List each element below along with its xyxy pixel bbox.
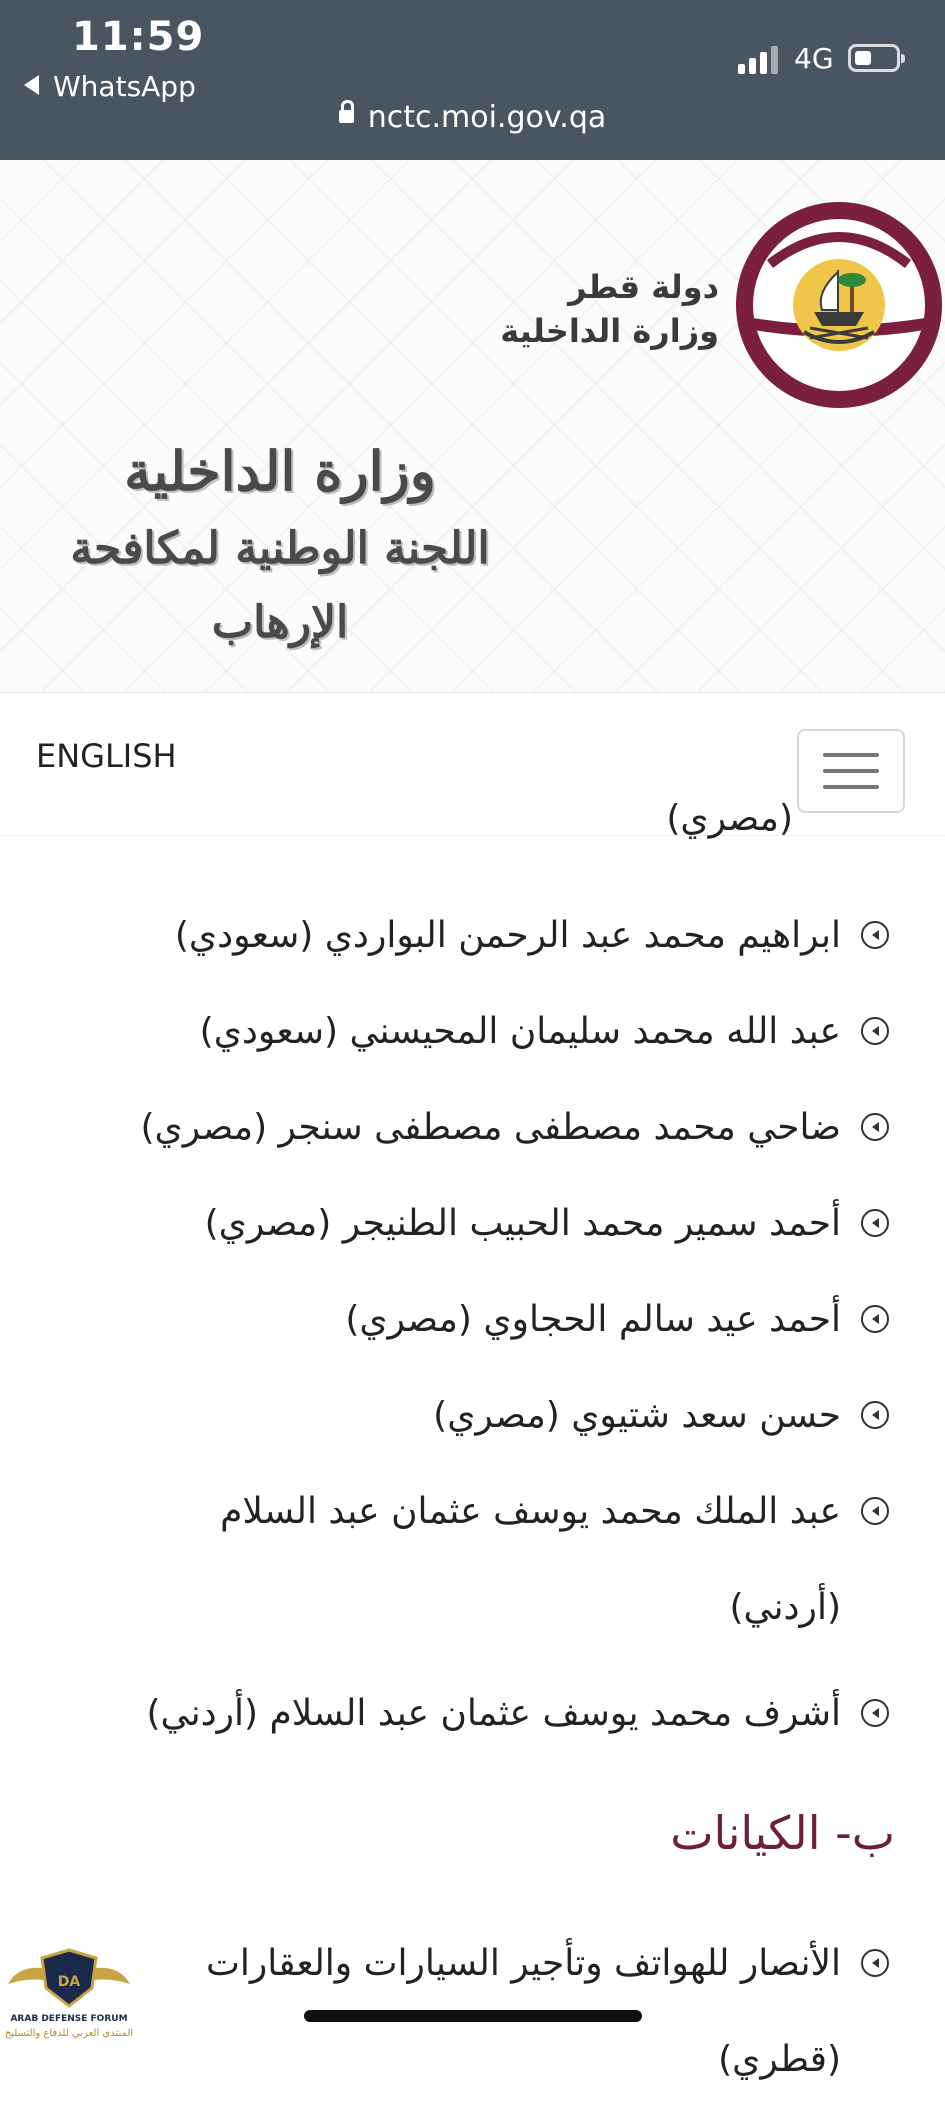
list-item: أحمد سمير محمد الحبيب الطنيجر (مصري)	[61, 1176, 841, 1272]
list-item: حسن سعد شتيوي (مصري)	[61, 1368, 841, 1464]
language-switch-link[interactable]: ENGLISH	[36, 737, 177, 775]
network-type: 4G	[794, 42, 834, 75]
list-item: أشرف محمد يوسف عثمان عبد السلام (أردني)	[61, 1666, 841, 1762]
watermark-text-ar: المنتدى العربي للدفاع والتسليح	[4, 2028, 134, 2039]
forum-watermark-logo	[4, 1944, 134, 2044]
circle-arrow-icon	[861, 1401, 889, 1429]
list-item: الأنصار للهواتف وتأجير السيارات والعقارات (قطري)	[141, 1916, 841, 2108]
list-item: عبد الله محمد سليمان المحيسني (سعودي)	[61, 984, 841, 1080]
individuals-list	[61, 888, 841, 1762]
back-arrow-icon	[24, 75, 39, 95]
circle-arrow-icon	[861, 1699, 889, 1727]
battery-icon	[848, 44, 900, 72]
circle-arrow-icon	[861, 1305, 889, 1333]
home-indicator[interactable]	[304, 2010, 642, 2022]
menu-toggle-button[interactable]	[797, 729, 905, 813]
circle-arrow-icon	[861, 1113, 889, 1141]
hamburger-icon	[823, 753, 879, 757]
circle-arrow-icon	[861, 1497, 889, 1525]
signal-icon	[738, 44, 782, 74]
state-name-line: دولة قطر	[568, 268, 719, 306]
site-header	[0, 160, 945, 693]
watermark-text-en: ARAB DEFENSE FORUM	[10, 2014, 128, 2024]
list-item: أحمد عيد سالم الحجاوي (مصري)	[61, 1272, 841, 1368]
status-time: 11:59	[72, 14, 205, 60]
main-content	[0, 798, 945, 2080]
state-ministry-name	[459, 265, 719, 353]
status-bar	[0, 0, 945, 160]
list-item: ضاحي محمد مصطفى مصطفى سنجر (مصري)	[61, 1080, 841, 1176]
back-app-label: WhatsApp	[53, 70, 196, 103]
qatar-emblem-logo[interactable]	[734, 200, 944, 410]
shield-wings-icon	[4, 1944, 134, 2014]
address-bar[interactable]	[0, 100, 945, 135]
section-b-title: ب- الكيانات	[670, 1806, 895, 1860]
back-to-app-link[interactable]	[24, 70, 196, 103]
ministry-name-line: وزارة الداخلية	[500, 312, 719, 350]
calligraphy-ministry: وزارة الداخلية	[124, 439, 436, 503]
circle-arrow-icon	[861, 1017, 889, 1045]
url-text: nctc.moi.gov.qa	[367, 100, 607, 135]
committee-calligraphy-banner	[20, 430, 540, 660]
list-item: عبد الملك محمد يوسف عثمان عبد السلام (أردني)	[181, 1464, 841, 1656]
calligraphy-committee: اللجنة الوطنية لمكافحة الإرهاب	[70, 523, 490, 648]
watermark-badge-text: DA	[57, 1974, 81, 1990]
circle-arrow-icon	[861, 1949, 889, 1977]
circle-arrow-icon	[861, 921, 889, 949]
partial-list-item: (مصري)	[666, 798, 793, 839]
list-item: ابراهيم محمد عبد الرحمن البواردي (سعودي)	[61, 888, 841, 984]
navbar	[0, 693, 945, 836]
lock-icon	[339, 110, 354, 123]
circle-arrow-icon	[861, 1209, 889, 1237]
